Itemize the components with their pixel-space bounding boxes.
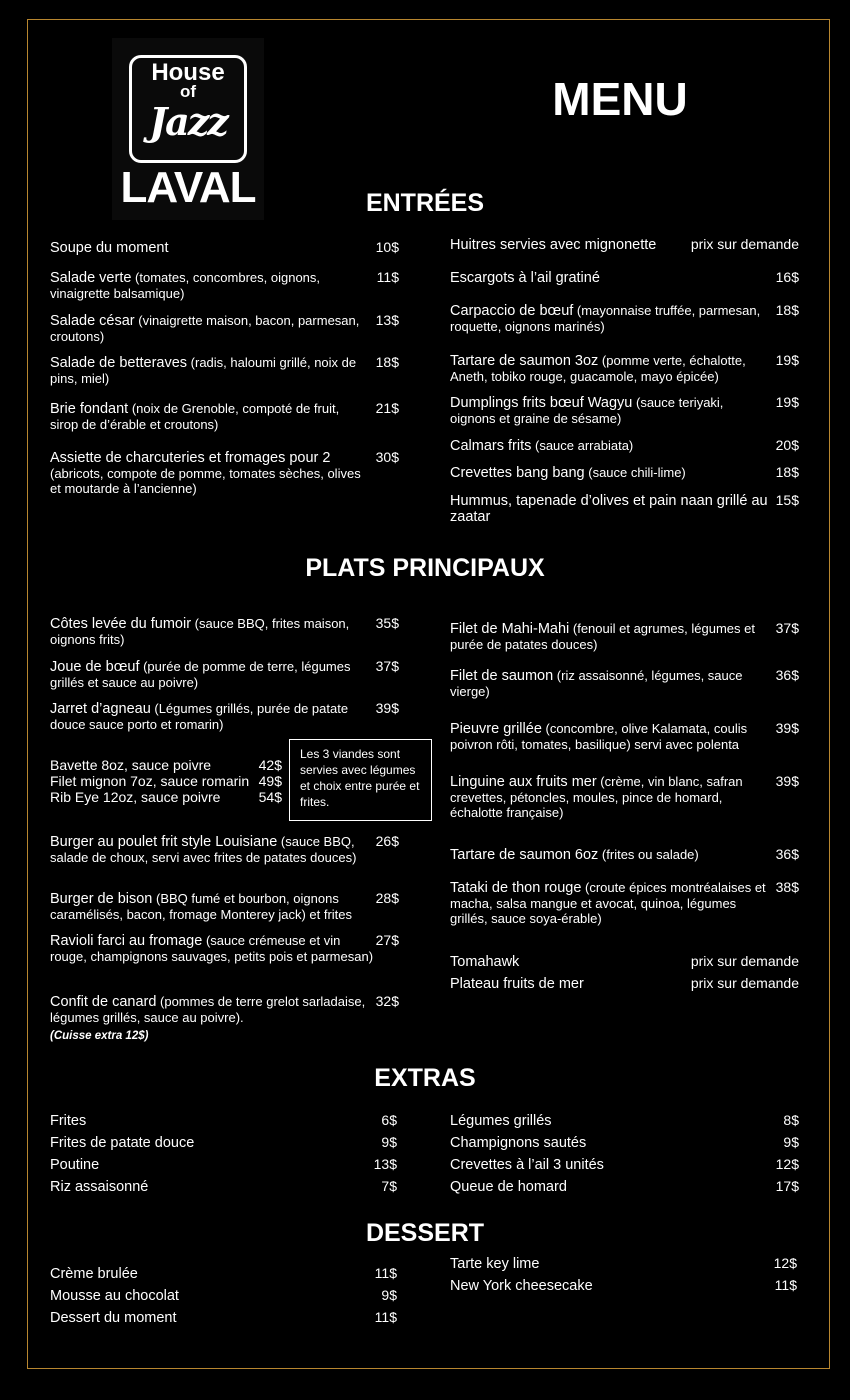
menu-item — [450, 1135, 750, 1151]
menu-item-price: 37$ — [375, 658, 399, 674]
menu-item-price: 19$ — [775, 352, 799, 368]
menu-item-price: 18$ — [375, 354, 399, 370]
menu-item-description: (sauce crémeuse et vin rouge, champignons sauvages, petits pois et parmesan) — [50, 933, 374, 964]
menu-item — [50, 1288, 350, 1304]
menu-item-name: Plateau fruits de mer — [450, 976, 584, 992]
menu-item-name: Côtes levée du fumoir — [50, 616, 192, 632]
menu-item-name: Soupe du moment — [50, 240, 169, 256]
menu-item-name: Huitres servies avec mignonette — [450, 237, 657, 253]
menu-item — [50, 891, 378, 922]
menu-item-description: (noix de Grenoble, compoté de fruit, sirop de d’érable et croutons) — [50, 401, 340, 432]
menu-item-name: Assiette de charcuteries et fromages pour 2 — [50, 450, 331, 466]
menu-item — [50, 834, 378, 865]
menu-item-price: 9$ — [381, 1287, 397, 1303]
menu-item-price: 9$ — [783, 1134, 799, 1150]
menu-item-name: Salade de betteraves — [50, 355, 188, 371]
meat-item-price: 54$ — [258, 789, 282, 805]
logo-emblem — [129, 55, 247, 163]
logo-text-house: House — [151, 59, 225, 86]
menu-item-name: Frites de patate douce — [50, 1135, 195, 1151]
menu-item-description: (fenouil et agrumes, légumes et purée de patates douces) — [450, 621, 755, 652]
menu-item-price: 11$ — [774, 1277, 797, 1293]
menu-item-price: 30$ — [375, 449, 399, 465]
menu-item-price: 12$ — [773, 1255, 797, 1271]
menu-item — [50, 355, 368, 386]
menu-item — [50, 994, 378, 1044]
menu-item-name: Tarte key lime — [450, 1256, 540, 1272]
menu-item — [50, 616, 378, 647]
menu-item-price: 36$ — [775, 667, 799, 683]
menu-item-price: 20$ — [775, 437, 799, 453]
menu-item — [50, 401, 368, 432]
menu-item-description: (vinaigrette maison, bacon, parmesan, croutons) — [50, 313, 360, 344]
menu-item-name: Ravioli farci au fromage — [50, 933, 203, 949]
menu-item-price: 16$ — [775, 269, 799, 285]
menu-item — [50, 313, 368, 344]
menu-item-name: Légumes grillés — [450, 1113, 552, 1129]
menu-item-price: 21$ — [375, 400, 399, 416]
menu-item-name: Champignons sautés — [450, 1135, 587, 1151]
menu-item-description: (mayonnaise truffée, parmesan, roquette, oignons marinés) — [450, 303, 761, 334]
menu-item-description: (sauce BBQ, salade de choux, servi avec frites de patates douces) — [50, 834, 357, 865]
menu-item-price: 7$ — [381, 1178, 397, 1194]
menu-item-price: 13$ — [373, 1156, 397, 1172]
menu-item-description: (purée de pomme de terre, légumes grillés et sauce au poivre) — [50, 659, 351, 690]
section-dessert: DESSERT — [365, 1219, 485, 1247]
menu-item-name: Tartare de saumon 6oz — [450, 847, 599, 863]
menu-item — [450, 1278, 750, 1294]
menu-item — [50, 1310, 350, 1326]
menu-item-name: Joue de bœuf — [50, 659, 140, 675]
menu-item — [50, 701, 378, 732]
menu-item-name: Tartare de saumon 3oz — [450, 353, 599, 369]
menu-item-price: 18$ — [775, 302, 799, 318]
menu-item-price: 11$ — [374, 1265, 397, 1281]
menu-item-description: (sauce chili-lime) — [584, 465, 686, 480]
menu-item — [450, 1157, 750, 1173]
section-plats-principaux: PLATS PRINCIPAUX — [305, 554, 545, 582]
menu-item-name: Crevettes à l’ail 3 unités — [450, 1157, 604, 1173]
menu-item-name: Jarret d’agneau — [50, 701, 151, 717]
menu-item-price: 9$ — [381, 1134, 397, 1150]
menu-item-name: Crème brulée — [50, 1266, 138, 1282]
menu-item-description: (pommes de terre grelot sarladaise, légumes grillés, sauce au poivre). — [50, 994, 366, 1025]
menu-item-price: 13$ — [375, 312, 399, 328]
menu-item-description: (crème, vin blanc, safran crevettes, pétoncles, moules, pince de homard, échalotte française) — [450, 774, 743, 820]
menu-item-price: 12$ — [775, 1156, 799, 1172]
menu-item-price: 39$ — [375, 700, 399, 716]
menu-item-price: prix sur demande — [690, 953, 799, 969]
menu-item-price: 19$ — [775, 394, 799, 410]
menu-item-price: 6$ — [381, 1112, 397, 1128]
menu-item-price: 35$ — [375, 615, 399, 631]
menu-item-price: 11$ — [374, 1309, 397, 1325]
menu-item-name: Mousse au chocolat — [50, 1288, 179, 1304]
menu-item-price: prix sur demande — [690, 975, 799, 991]
menu-item-price: 37$ — [775, 620, 799, 636]
menu-item-description: (sauce arrabiata) — [531, 438, 634, 453]
menu-item-description: (abricots, compote de pomme, tomates sèches, olives et moutarde à l’ancienne) — [50, 466, 361, 496]
menu-item — [50, 1179, 350, 1195]
menu-item-name: Hummus, tapenade d’olives et pain naan grillé au zaatar — [450, 493, 768, 525]
menu-item-price: 8$ — [783, 1112, 799, 1128]
menu-item-name: Linguine aux fruits mer — [450, 774, 597, 790]
menu-item-description: (concombre, olive Kalamata, coulis poivron rôti, tomates, basilique) servi avec polenta — [450, 721, 748, 752]
menu-item-description: (tomates, concombres, oignons, vinaigrette balsamique) — [50, 270, 321, 301]
menu-item-price: 17$ — [775, 1178, 799, 1194]
menu-item — [50, 1113, 350, 1129]
menu-item-price: 26$ — [375, 833, 399, 849]
meat-item-name: Bavette 8oz, sauce poivre — [50, 757, 212, 773]
menu-item — [50, 270, 368, 301]
menu-item-description: (pomme verte, échalotte, Aneth, tobiko rouge, guacamole, mayo épicée) — [450, 353, 746, 384]
section-extras: EXTRAS — [374, 1064, 476, 1092]
menu-item-price: prix sur demande — [690, 236, 799, 252]
menu-item-description: (croute épices montréalaises et macha, salsa mangue et avocat, quinoa, légumes grillés, sauce soya-érable) — [450, 880, 766, 926]
menu-item-price: 28$ — [375, 890, 399, 906]
meats-note-box: Les 3 viandes sont servies avec légumes et choix entre purée et frites. — [289, 739, 432, 821]
menu-item-price: 39$ — [775, 720, 799, 736]
menu-item-price: 10$ — [375, 239, 399, 255]
menu-item-name: New York cheesecake — [450, 1278, 593, 1294]
menu-item-note: (Cuisse extra 12$) — [50, 1030, 149, 1042]
menu-item-name: Salade césar — [50, 313, 135, 329]
menu-item-name: Queue de homard — [450, 1179, 567, 1195]
meat-item-name: Rib Eye 12oz, sauce poivre — [50, 789, 221, 805]
menu-item — [50, 1266, 350, 1282]
menu-title: MENU — [552, 73, 688, 125]
meat-item-name: Filet mignon 7oz, sauce romarin — [50, 773, 250, 789]
menu-item-name: Brie fondant — [50, 401, 129, 417]
menu-item — [50, 240, 368, 256]
menu-item-price: 32$ — [375, 993, 399, 1009]
meat-item-price: 42$ — [258, 757, 282, 773]
menu-item-name: Carpaccio de bœuf — [450, 303, 574, 319]
menu-item — [50, 450, 368, 496]
menu-item-description: (radis, haloumi grillé, noix de pins, miel) — [50, 355, 357, 386]
menu-item-description: (Légumes grillés, purée de patate douce sauce porto et romarin) — [50, 701, 349, 732]
menu-item-name: Confit de canard — [50, 994, 157, 1010]
menu-item — [50, 1157, 350, 1173]
menu-item-name: Pieuvre grillée — [450, 721, 542, 737]
menu-item-price: 38$ — [775, 879, 799, 895]
meat-item-price: 49$ — [258, 773, 282, 789]
menu-item-description: (BBQ fumé et bourbon, oignons caramélisés, bacon, fromage Monterey jack) et frites — [50, 891, 353, 922]
menu-item-name: Poutine — [50, 1157, 100, 1173]
menu-item-name: Filet de Mahi-Mahi — [450, 621, 570, 637]
menu-item-price: 27$ — [375, 932, 399, 948]
menu-item-name: Dumplings frits bœuf Wagyu — [450, 395, 633, 411]
menu-item-description: (sauce BBQ, frites maison, oignons frits) — [50, 616, 350, 647]
logo-text-of: of — [179, 82, 197, 101]
menu-item-description: (sauce teriyaki, oignons et graine de sésame) — [450, 395, 724, 426]
menu-item-name: Calmars frits — [450, 438, 532, 454]
menu-item-name: Riz assaisonné — [50, 1179, 149, 1195]
menu-item — [450, 1113, 750, 1129]
logo-text-jazz: Jazz — [149, 99, 227, 144]
menu-item — [450, 1179, 750, 1195]
menu-item-name: Burger au poulet frit style Louisiane — [50, 834, 278, 850]
menu-item-name: Tataki de thon rouge — [450, 880, 582, 896]
menu-item — [50, 659, 378, 690]
menu-item-name: Salade verte — [50, 270, 132, 286]
menu-item-name: Crevettes bang bang — [450, 465, 585, 481]
menu-item-price: 15$ — [775, 492, 799, 508]
menu-item-name: Filet de saumon — [450, 668, 554, 684]
logo-text-laval: LAVAL — [120, 163, 256, 212]
menu-item-price: 11$ — [376, 269, 399, 285]
menu-item — [50, 933, 378, 964]
menu-item-price: 18$ — [775, 464, 799, 480]
menu-item-name: Tomahawk — [450, 954, 520, 970]
menu-item-name: Frites — [50, 1113, 87, 1129]
menu-item — [50, 1135, 350, 1151]
menu-item — [450, 1256, 750, 1272]
menu-item-description: (riz assaisonné, légumes, sauce vierge) — [450, 668, 743, 699]
menu-item-name: Escargots à l’ail gratiné — [450, 270, 600, 286]
menu-item-description: (frites ou salade) — [598, 847, 699, 862]
menu-item-price: 39$ — [775, 773, 799, 789]
menu-item-name: Burger de bison — [50, 891, 153, 907]
section-entrees: ENTRÉES — [365, 189, 485, 217]
menu-item-name: Dessert du moment — [50, 1310, 177, 1326]
menu-item-price: 36$ — [775, 846, 799, 862]
